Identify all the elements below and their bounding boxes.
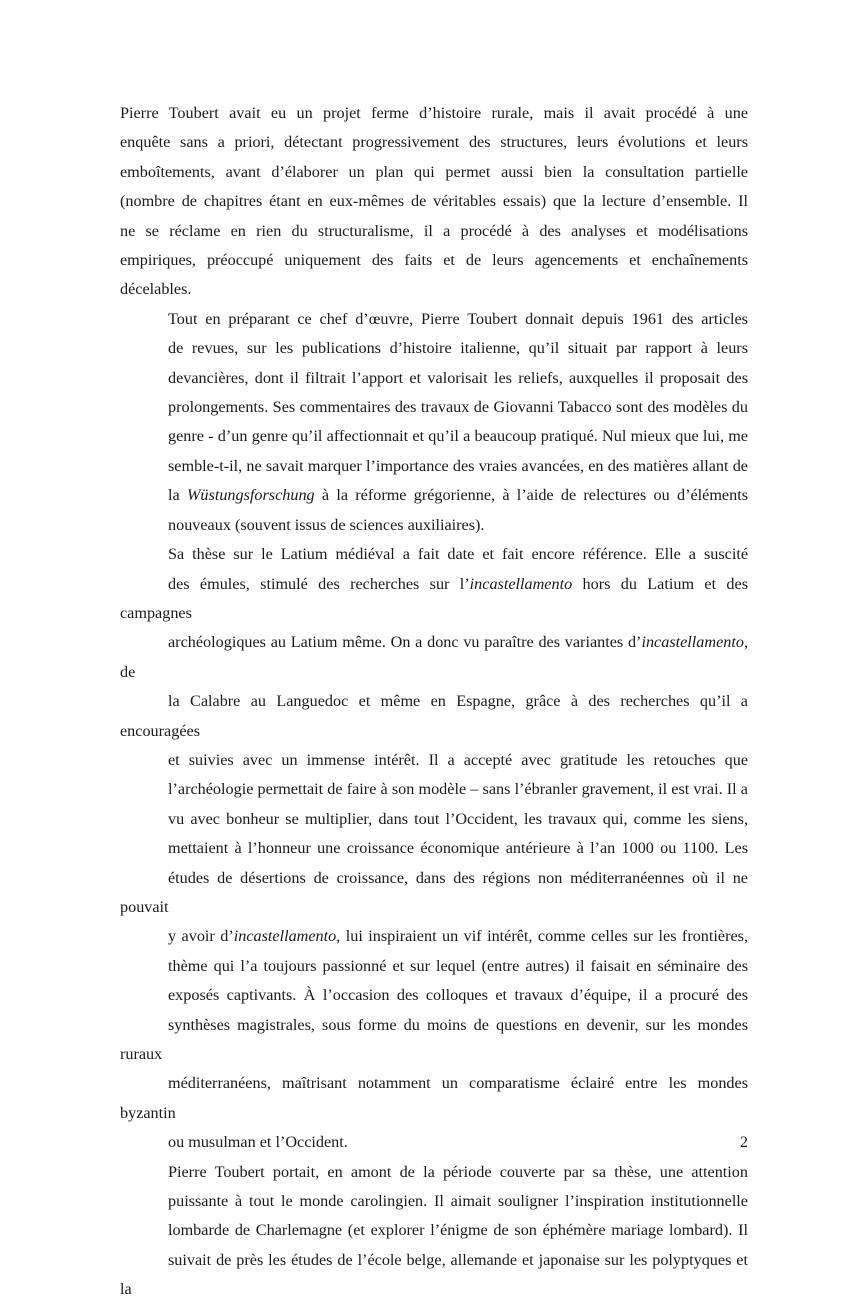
text-line: méditerranéens, maîtrisant notamment un comparatisme éclairé entre les mondes byzantin bbox=[120, 1074, 748, 1122]
text-line: ne se réclame en rien du structuralisme, il a procédé à des analyses et modélisations bbox=[120, 221, 748, 240]
text-line: thème qui l’a toujours passionné et sur lequel (entre autres) il faisait en séminaire des bbox=[168, 956, 748, 975]
text-line: Pierre Toubert avait eu un projet ferme d’histoire rurale, mais il avait procédé à une bbox=[120, 104, 748, 122]
text-line: emboîtements, avant d’élaborer un plan qui permet aussi bien la consultation partielle bbox=[120, 162, 748, 181]
text-line: Pierre Toubert portait, en amont de la période couverte par sa thèse, une attention bbox=[168, 1162, 748, 1181]
text-line: l’archéologie permettait de faire à son modèle – sans l’ébranler gravement, il est vrai. Il a bbox=[168, 780, 748, 799]
text-line: archéologiques au Latium même. On a donc vu paraître des variantes d’incastellamento, de bbox=[120, 633, 748, 681]
italic-term: Wüstungsforschung bbox=[186, 486, 315, 505]
text-line: Tout en préparant ce chef d’œuvre, Pierre Toubert donnait depuis 1961 des articles bbox=[168, 309, 748, 328]
text-line: décelables. bbox=[120, 280, 192, 299]
text-line: mettaient à l’honneur une croissance économique antérieure à l’an 1000 ou 1100. Les bbox=[168, 839, 748, 858]
paragraph bbox=[120, 305, 748, 540]
italic-term: incastellamento bbox=[233, 927, 337, 946]
paragraph bbox=[120, 540, 748, 1158]
text-line: vu avec bonheur se multiplier, dans tout l’Occident, les travaux qui, comme les siens, bbox=[168, 809, 748, 828]
text-line: genre - d’un genre qu’il affectionnait et qu’il a beaucoup pratiqué. Nul mieux que lui, me bbox=[168, 427, 748, 446]
text-line: ou musulman et l’Occident. bbox=[168, 1133, 348, 1152]
text-line: enquête sans a priori, détectant progressivement des structures, leurs évolutions et leurs bbox=[120, 133, 748, 152]
text-line: la Wüstungsforschung à la réforme grégorienne, à l’aide de relectures ou d’éléments bbox=[168, 486, 748, 505]
italic-term: incastellamento bbox=[641, 633, 744, 652]
text-line: puissante à tout le monde carolingien. Il aimait souligner l’inspiration institutionnelle bbox=[168, 1192, 748, 1211]
text-line: suivait de près les études de l’école belge, allemande et japonaise sur les polyptyques et la bbox=[120, 1250, 748, 1299]
paragraph bbox=[120, 99, 748, 305]
text-line: prolongements. Ses commentaires des travaux de Giovanni Tabacco sont des modèles du bbox=[168, 398, 748, 417]
text-line: de revues, sur les publications d’histoire italienne, qu’il situait par rapport à leurs bbox=[168, 339, 748, 358]
text-line: et suivies avec un immense intérêt. Il a accepté avec gratitude les retouches que bbox=[168, 750, 748, 769]
text-line: la Calabre au Languedoc et même en Espagne, grâce à des recherches qu’il a encouragées bbox=[120, 692, 748, 740]
text-line: exposés captivants. À l’occasion des colloques et travaux d’équipe, il a procuré des bbox=[168, 986, 748, 1005]
text-line: (nombre de chapitres étant en eux-mêmes de véritables essais) que la lecture d’ensemble. Il bbox=[120, 192, 748, 211]
body-text bbox=[120, 99, 748, 1305]
text-line: lombarde de Charlemagne (et explorer l’énigme de son éphémère mariage lombard). Il bbox=[168, 1221, 748, 1240]
page-number: 2 bbox=[739, 1133, 748, 1151]
text-line: nouveaux (souvent issus de sciences auxiliaires). bbox=[168, 515, 485, 534]
text-line: études de désertions de croissance, dans des régions non méditerranéennes où il ne pouvait bbox=[120, 868, 748, 916]
text-line: synthèses magistrales, sous forme du moins de questions en devenir, sur les mondes ruraux bbox=[120, 1015, 748, 1063]
text-line: semble-t-il, ne savait marquer l’importance des vraies avancées, en des matières allant de bbox=[168, 456, 748, 475]
text-line: y avoir d’incastellamento, lui inspiraient un vif intérêt, comme celles sur les frontières, bbox=[168, 927, 749, 946]
paragraph bbox=[120, 1158, 748, 1305]
text-line: devancières, dont il filtrait l’apport et valorisait les reliefs, auxquelles il proposait des bbox=[168, 368, 748, 387]
text-line: empiriques, préoccupé uniquement des faits et de leurs agencements et enchaînements bbox=[120, 251, 748, 270]
text-line: Sa thèse sur le Latium médiéval a fait date et fait encore référence. Elle a suscité bbox=[168, 545, 748, 564]
italic-term: incastellamento bbox=[469, 574, 573, 593]
text-line: des émules, stimulé des recherches sur l’incastellamento hors du Latium et des campagnes bbox=[120, 574, 748, 622]
